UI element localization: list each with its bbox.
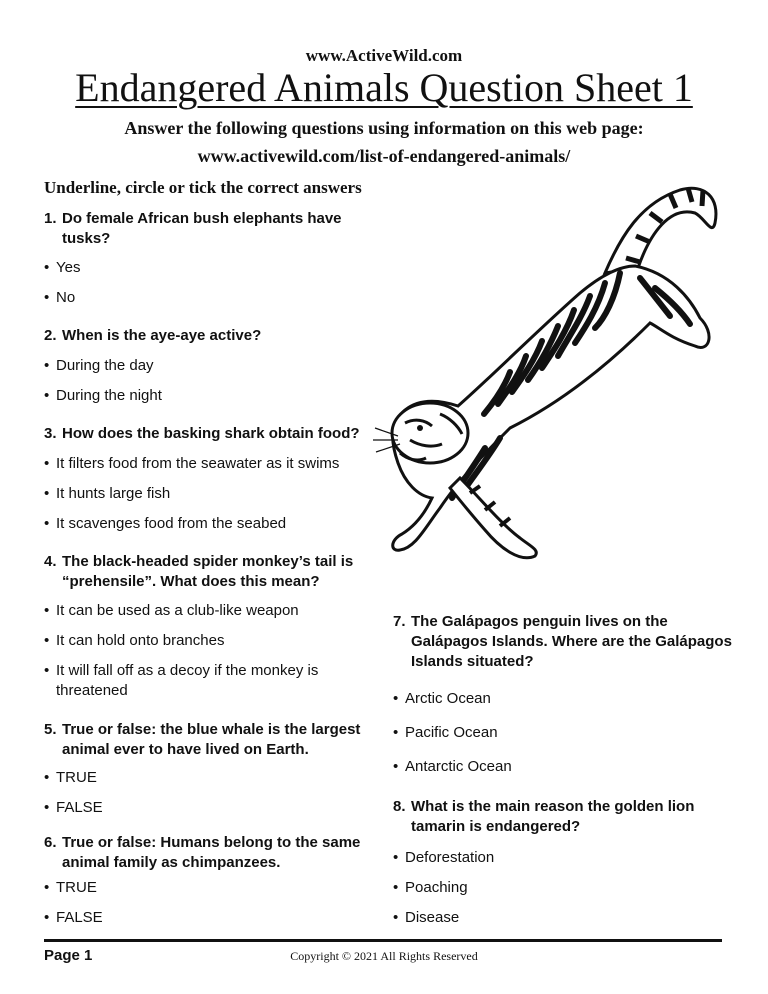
option-7c[interactable]: • Antarctic Ocean bbox=[393, 758, 512, 775]
question-6: 6. True or false: Humans belong to the same animal family as chimpanzees. bbox=[44, 834, 361, 871]
option-2a[interactable]: • During the day bbox=[44, 357, 154, 374]
page-title: Endangered Animals Question Sheet 1 bbox=[75, 65, 693, 110]
option-8c[interactable]: • Disease bbox=[393, 909, 460, 926]
option-1b[interactable]: • No bbox=[44, 289, 76, 306]
option-4c[interactable]: • It will fall off as a decoy if the monkey is threatened bbox=[44, 662, 319, 699]
option-3a[interactable]: • It filters food from the seawater as it swims bbox=[44, 455, 340, 472]
instruction: Underline, circle or tick the correct answers bbox=[44, 178, 362, 197]
option-8b[interactable]: • Poaching bbox=[393, 879, 468, 896]
option-7b[interactable]: • Pacific Ocean bbox=[393, 724, 498, 741]
question-4: 4. The black-headed spider monkey’s tail is “prehensile”. What does this mean? bbox=[44, 553, 354, 590]
option-3c[interactable]: • It scavenges food from the seabed bbox=[44, 515, 287, 532]
question-8: 8. What is the main reason the golden lion tamarin is endangered? bbox=[393, 798, 695, 835]
option-4a[interactable]: • It can be used as a club-like weapon bbox=[44, 602, 299, 619]
option-2b[interactable]: • During the night bbox=[44, 387, 162, 404]
option-8a[interactable]: • Deforestation bbox=[393, 849, 495, 866]
footer-rule bbox=[44, 939, 722, 942]
option-3b[interactable]: • It hunts large fish bbox=[44, 485, 171, 502]
option-6b[interactable]: • FALSE bbox=[44, 909, 103, 926]
question-3: 3. How does the basking shark obtain food? bbox=[44, 425, 360, 442]
subtitle-line-1: Answer the following questions using information on this web page: bbox=[124, 118, 644, 138]
subtitle-line-2: www.activewild.com/list-of-endangered-animals/ bbox=[197, 146, 571, 166]
site-url: www.ActiveWild.com bbox=[305, 46, 463, 65]
option-5b[interactable]: • FALSE bbox=[44, 799, 103, 816]
option-4b[interactable]: • It can hold onto branches bbox=[44, 632, 225, 649]
question-2: 2. When is the aye-aye active? bbox=[44, 327, 262, 344]
question-5: 5. True or false: the blue whale is the largest animal ever to have lived on Earth. bbox=[44, 721, 361, 758]
option-1a[interactable]: • Yes bbox=[44, 259, 81, 276]
question-1: 1. Do female African bush elephants have tusks? bbox=[44, 210, 342, 247]
option-7a[interactable]: • Arctic Ocean bbox=[393, 690, 491, 707]
copyright: Copyright © 2021 All Rights Reserved bbox=[290, 949, 478, 963]
tiger-illustration-icon bbox=[370, 178, 730, 588]
option-6a[interactable]: • TRUE bbox=[44, 879, 97, 896]
option-5a[interactable]: • TRUE bbox=[44, 769, 97, 786]
question-7: 7. The Galápagos penguin lives on the Galápagos Islands. Where are the Galápagos Islands situated? bbox=[393, 613, 732, 670]
page-number: Page 1 bbox=[44, 947, 93, 964]
